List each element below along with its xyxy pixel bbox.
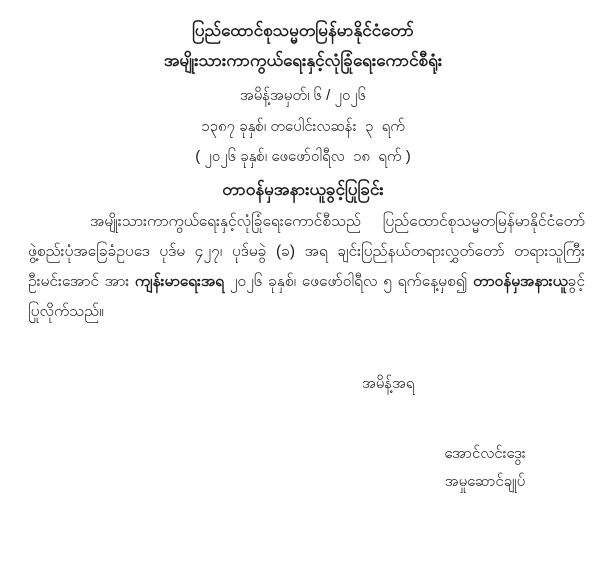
order-body-paragraph bbox=[28, 207, 585, 327]
body-text-run-1: အမျိုးသားကာကွယ်ရေးနှင့်လုံခြုံရေးကောင်စီသည် ပြည်ထောင်စုသမ္မတမြန်မာနိုင်ငံတော် ဖွဲ့စည်းပုံအခြေခံဥပဒေ ပုဒ်မ ၄၂၇၊ ပုဒ်မခွဲ (ခ) အရ ချင်းပြည်နယ်တရားလွှတ်တော် တရားသူကြီး ဦးမင်းအောင် အား bbox=[28, 213, 585, 290]
body-text-run-2: ၂၀၂၆ ခုနှစ်၊ ဖေဖော်ဝါရီလ ၅ ရက်နေ့မှစ၍ bbox=[224, 273, 474, 290]
signature-block bbox=[424, 440, 546, 496]
signatory-title: အမှုဆောင်ချုပ် bbox=[444, 473, 526, 490]
gregorian-date-line: ( ၂၀၂၆ ခုနှစ်၊ ဖေဖော်ဝါရီလ ၁၈ ရက် ) bbox=[195, 148, 411, 165]
order-number-line: အမိန့်အမှတ်၊ ၆ / ၂၀၂၆ bbox=[239, 87, 367, 104]
subject-title: တာဝန်မှအနားယူခွင့်ပြုခြင်း bbox=[222, 180, 384, 199]
state-title: ပြည်ထောင်စုသမ္မတမြန်မာနိုင်ငံတော် bbox=[192, 21, 414, 40]
council-office-title: အမျိုးသားကာကွယ်ရေးနှင့်လုံခြုံရေးကောင်စီရုံး bbox=[163, 51, 443, 70]
body-text-run-3: ခွင့်ပြုလိုက်သည်။ bbox=[28, 273, 585, 320]
myanmar-date-line: ၁၃၈၇ ခုနှစ်၊ တပေါင်းလဆန်း ၃ ရက် bbox=[201, 118, 405, 135]
by-order-label: အမိန့်အရ bbox=[362, 375, 415, 392]
body-bold-health-grounds: ကျန်းမာရေးအရ bbox=[134, 273, 225, 290]
body-bold-retirement-phrase: တာဝန်မှအနားယူ bbox=[473, 273, 568, 290]
signatory-name: အောင်လင်းဒွေး bbox=[444, 445, 526, 462]
